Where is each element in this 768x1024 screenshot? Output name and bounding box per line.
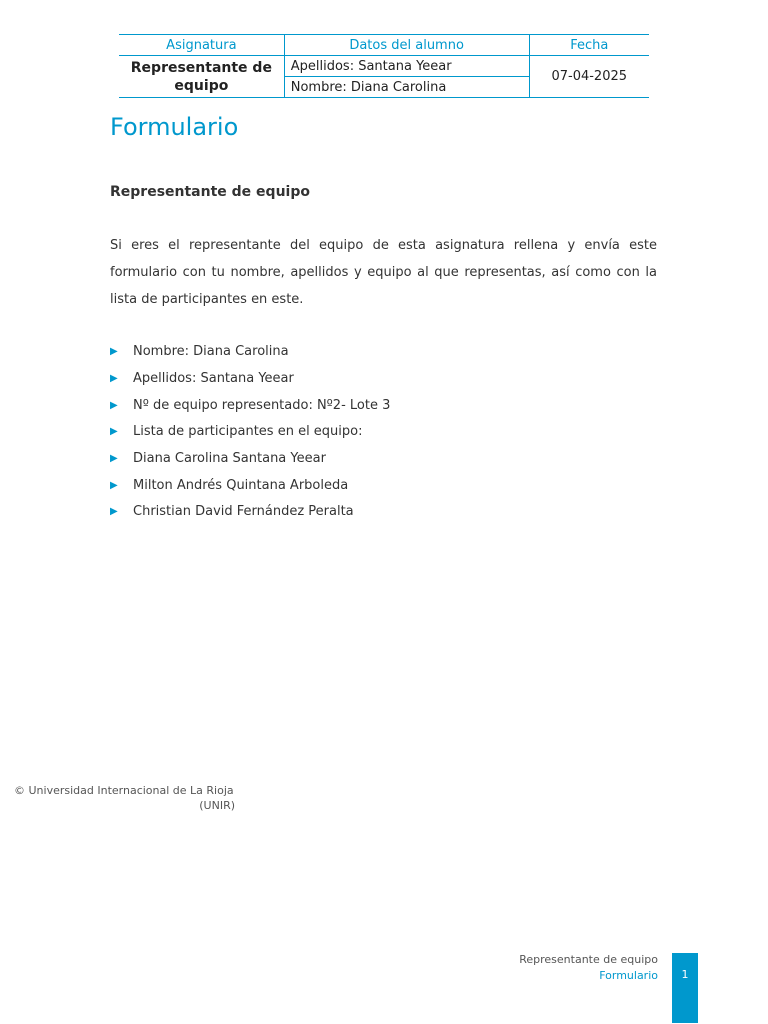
list-item-text: Nº de equipo representado: Nº2- Lote 3 (133, 397, 391, 413)
triangle-right-icon: ▶ (110, 426, 118, 438)
intro-paragraph: Si eres el representante del equipo de esta asignatura rellena y envía este formulario con tu nombre, apellidos y equipo al que representas, así como con la lista de participantes en este. (110, 238, 657, 307)
page-number: 1 (672, 953, 698, 1023)
copyright-line-1: © Universidad Internacional de La Rioja (14, 784, 234, 797)
triangle-right-icon: ▶ (110, 506, 118, 518)
list-item-text: Lista de participantes en el equipo: (133, 424, 363, 440)
triangle-right-icon: ▶ (110, 479, 118, 491)
header-col-subject: Asignatura (119, 35, 284, 56)
header-col-student: Datos del alumno (284, 35, 529, 56)
header-subject: Representante de equipo (119, 56, 284, 98)
list-item-text: Christian David Fernández Peralta (133, 504, 354, 520)
triangle-right-icon: ▶ (110, 373, 118, 385)
list-item (110, 499, 390, 526)
copyright-notice (14, 783, 235, 813)
list-item-text: Diana Carolina Santana Yeear (133, 451, 326, 467)
footer-section: Formulario (599, 969, 658, 982)
list-item-text: Nombre: Diana Carolina (133, 344, 289, 360)
footer-labels (519, 952, 658, 984)
list-item (110, 472, 390, 499)
list-item-text: Apellidos: Santana Yeear (133, 371, 294, 387)
header-col-date: Fecha (529, 35, 649, 56)
header-table (119, 34, 649, 98)
list-item-text: Milton Andrés Quintana Arboleda (133, 477, 349, 493)
footer-subject: Representante de equipo (519, 953, 658, 966)
section-heading: Representante de equipo (110, 184, 310, 200)
header-surname: Apellidos: Santana Yeear (284, 56, 529, 77)
triangle-right-icon: ▶ (110, 399, 118, 411)
list-item (110, 446, 390, 473)
header-date: 07-04-2025 (529, 56, 649, 98)
header-row (119, 35, 649, 56)
bullet-list (110, 339, 390, 526)
list-item (110, 339, 390, 366)
page-title: Formulario (110, 113, 239, 141)
list-item (110, 366, 390, 393)
header-data-row (119, 56, 649, 77)
copyright-line-2: (UNIR) (199, 799, 235, 812)
triangle-right-icon: ▶ (110, 453, 118, 465)
header-name: Nombre: Diana Carolina (284, 77, 529, 98)
list-item (110, 392, 390, 419)
list-item (110, 419, 390, 446)
triangle-right-icon: ▶ (110, 346, 118, 358)
